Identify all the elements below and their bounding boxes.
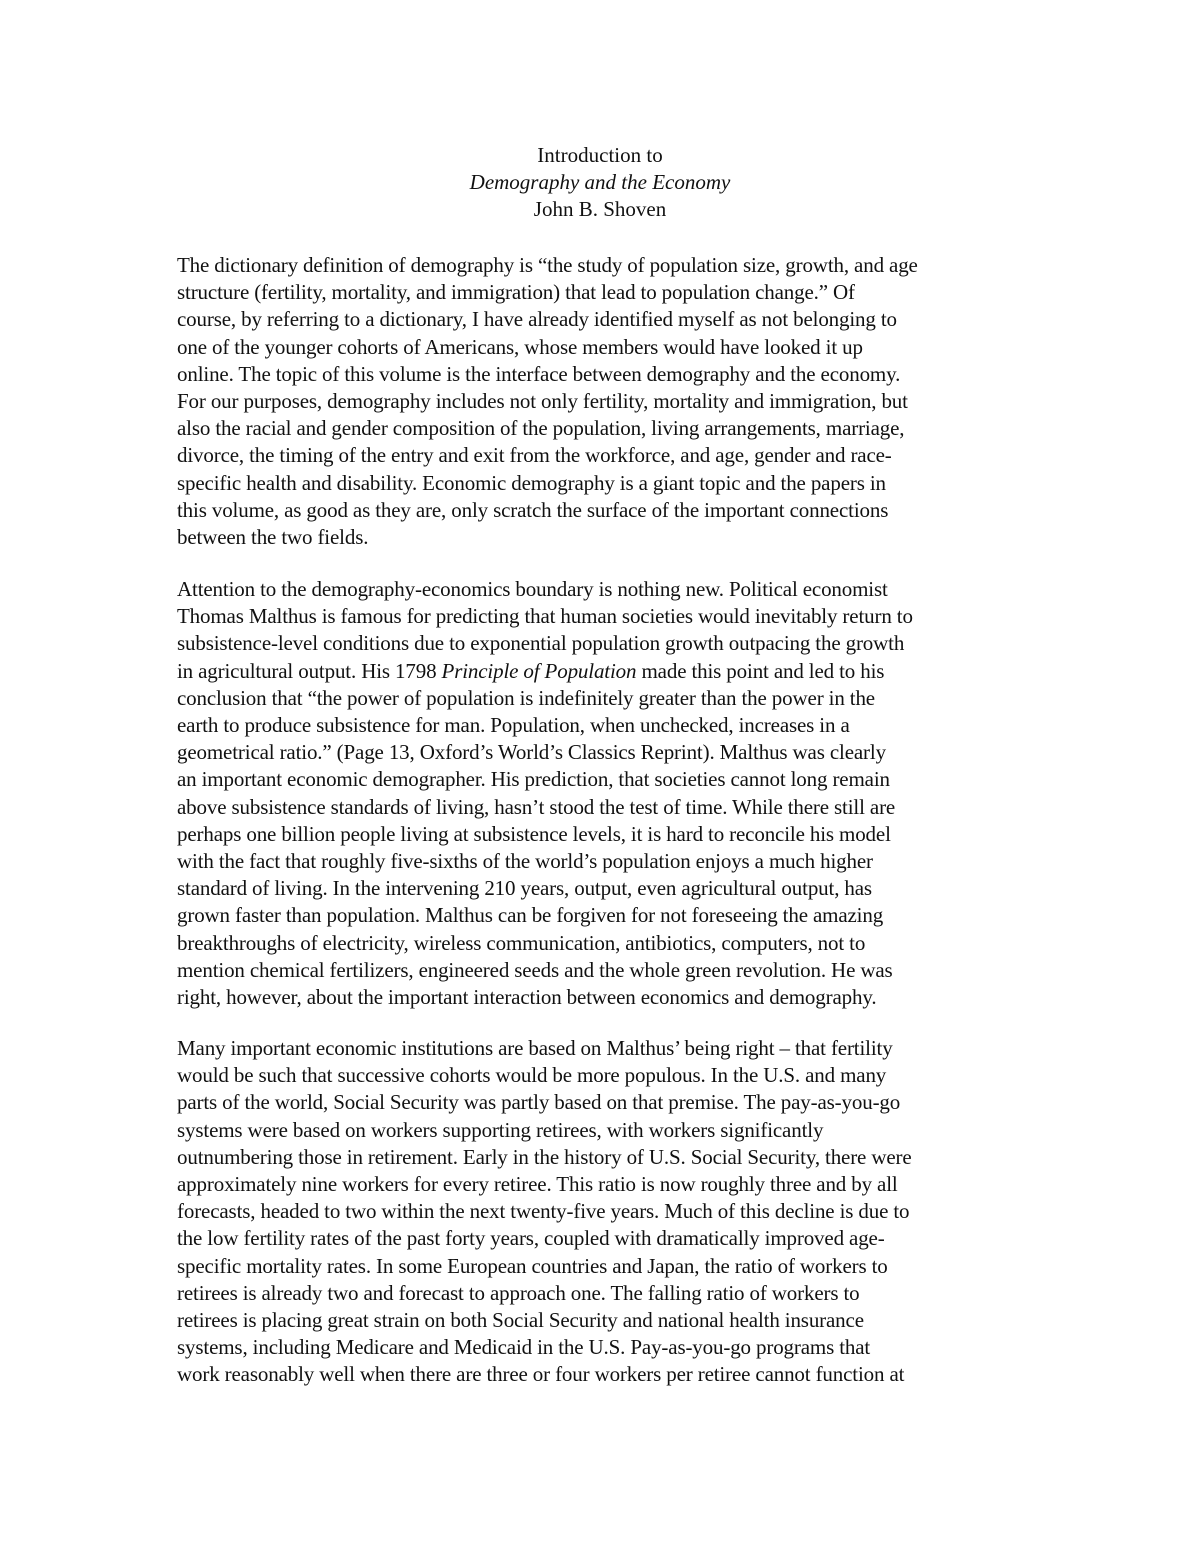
paragraph-line: Many important economic institutions are based on Malthus’ being right – that fertility <box>177 1036 893 1060</box>
paragraph-line-with-title <box>177 658 1027 685</box>
paragraph-line: above subsistence standards of living, hasn’t stood the test of time. While there still are <box>177 794 896 819</box>
author-name: John B. Shoven <box>533 197 667 221</box>
paragraph-line: grown faster than population. Malthus can be forgiven for not foreseeing the amazing <box>177 903 884 928</box>
paragraph-line: would be such that successive cohorts would be more populous. In the U.S. and many <box>177 1063 887 1088</box>
paragraph-line: the low fertility rates of the past forty years, coupled with dramatically improved age- <box>177 1226 885 1251</box>
paragraph-line: this volume, as good as they are, only scratch the surface of the important connections <box>177 497 889 522</box>
paragraph-line: breakthroughs of electricity, wireless communication, antibiotics, computers, not to <box>177 930 866 955</box>
paragraph-line: between the two fields. <box>177 525 369 550</box>
paragraph-line: subsistence-level conditions due to exponential population growth outpacing the growth <box>177 631 905 656</box>
paragraph-line: right, however, about the important interaction between economics and demography. <box>177 985 877 1010</box>
paragraph-line: online. The topic of this volume is the interface between demography and the economy. <box>177 361 901 386</box>
paragraph-line: The dictionary definition of demography is “the study of population size, growth, and age <box>177 253 918 277</box>
paragraph-line: For our purposes, demography includes not only fertility, mortality and immigration, but <box>177 389 908 414</box>
paragraph-line: divorce, the timing of the entry and exit from the workforce, and age, gender and race- <box>177 443 892 468</box>
paragraph-line: specific health and disability. Economic demography is a giant topic and the papers in <box>177 470 886 495</box>
paragraph-line: an important economic demographer. His prediction, that societies cannot long remain <box>177 767 890 792</box>
paragraph-line: systems, including Medicare and Medicaid in the U.S. Pay-as-you-go programs that <box>177 1335 871 1360</box>
paragraph-line: outnumbering those in retirement. Early in the history of U.S. Social Security, there were <box>177 1144 912 1169</box>
paragraph-line: retirees is already two and forecast to approach one. The falling ratio of workers to <box>177 1280 860 1305</box>
paragraph-line: systems were based on workers supporting retirees, with workers significantly <box>177 1117 824 1142</box>
paragraph-line: earth to produce subsistence for man. Population, when unchecked, increases in a <box>177 713 850 738</box>
document-header <box>0 142 1200 223</box>
paragraph-line: perhaps one billion people living at subsistence levels, it is hard to reconcile his model <box>177 821 891 846</box>
paragraph-line: conclusion that “the power of population is indefinitely greater than the power in the <box>177 685 875 710</box>
paragraph-line: course, by referring to a dictionary, I have already identified myself as not belonging to <box>177 307 897 332</box>
header-intro-line: Introduction to <box>537 143 663 167</box>
paragraph-line: work reasonably well when there are three or four workers per retiree cannot function at <box>177 1362 905 1387</box>
paragraph-line: forecasts, headed to two within the next twenty-five years. Much of this decline is due to <box>177 1199 910 1224</box>
paragraph-line: also the racial and gender composition of the population, living arrangements, marriage, <box>177 416 905 441</box>
paragraph-line: Thomas Malthus is famous for predicting that human societies would inevitably return to <box>177 604 913 629</box>
paragraph-2 <box>177 576 1027 1011</box>
line-text-before-title: in agricultural output. His 1798 <box>177 658 442 683</box>
paragraph-line: mention chemical fertilizers, engineered seeds and the whole green revolution. He was <box>177 957 893 982</box>
line-text-after-title: made this point and led to his <box>636 658 885 683</box>
paragraph-line: Attention to the demography-economics boundary is nothing new. Political economist <box>177 577 888 601</box>
paragraph-line: structure (fertility, mortality, and immigration) that lead to population change.” Of <box>177 280 855 305</box>
paragraph-line: with the fact that roughly five-sixths of the world’s population enjoys a much higher <box>177 849 873 874</box>
paragraph-line: standard of living. In the intervening 210 years, output, even agricultural output, has <box>177 876 872 901</box>
book-title: Demography and the Economy <box>469 170 731 194</box>
paragraph-line: specific mortality rates. In some European countries and Japan, the ratio of workers to <box>177 1253 888 1278</box>
paragraph-line: geometrical ratio.” (Page 13, Oxford’s World’s Classics Reprint). Malthus was clearly <box>177 740 886 765</box>
paragraph-line: retirees is placing great strain on both Social Security and national health insurance <box>177 1308 864 1333</box>
paragraph-line: one of the younger cohorts of Americans, whose members would have looked it up <box>177 334 863 359</box>
cited-book-title: Principle of Population <box>441 658 637 683</box>
paragraph-line: parts of the world, Social Security was partly based on that premise. The pay-as-you-go <box>177 1090 901 1115</box>
paragraph-line: approximately nine workers for every retiree. This ratio is now roughly three and by all <box>177 1172 898 1197</box>
paragraph-1 <box>177 252 1027 551</box>
paragraph-3 <box>177 1035 1027 1389</box>
